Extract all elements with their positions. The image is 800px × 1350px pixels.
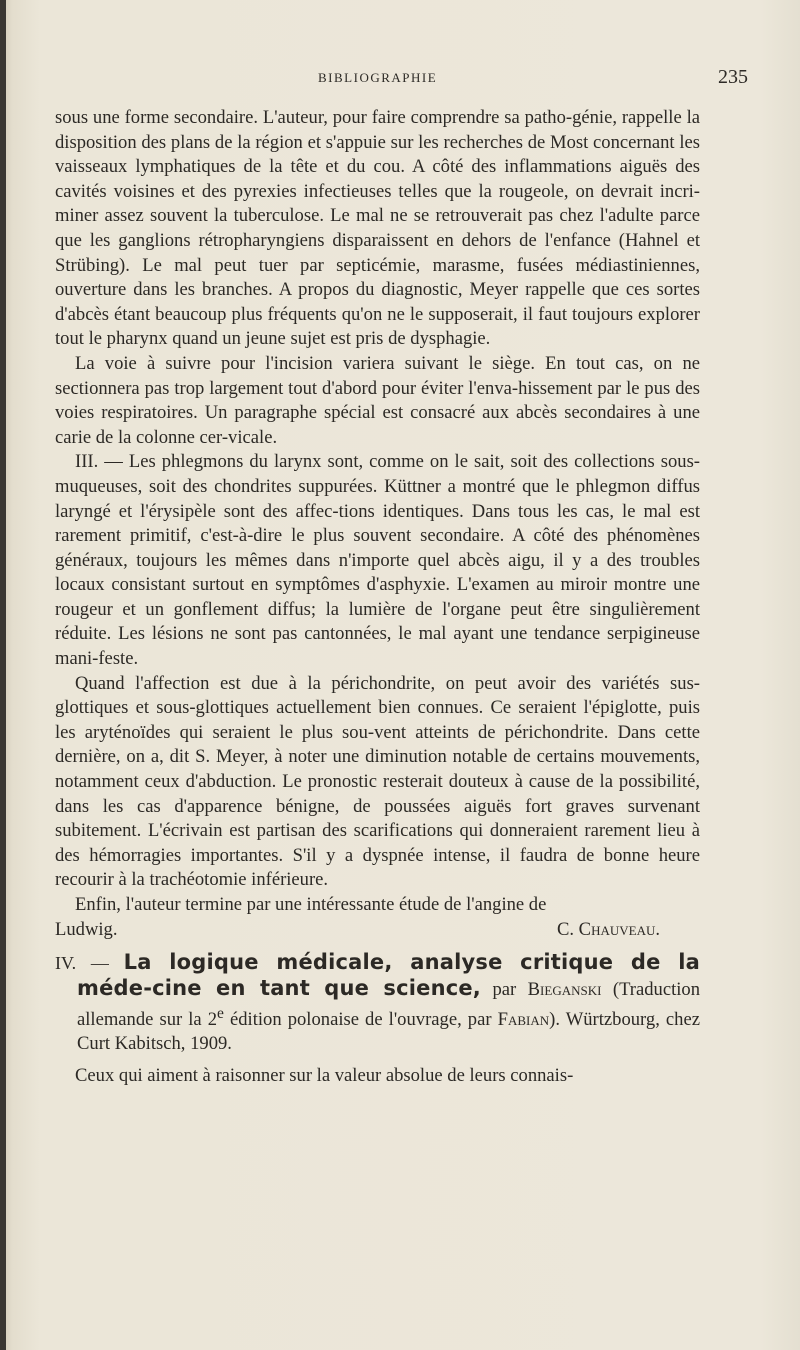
review-details-2: édition polonaise de l'ouvrage, par [223,1009,492,1031]
paragraph-5: Enfin, l'auteur termine par une intéressante étude de l'angine de [75,894,547,915]
paragraph-2: La voie à suivre pour l'incision variera suivant le siège. En tout cas, on ne sectionnera pas trop largement tout d'abord pour éviter l'enva-hissement par le pus des voies respiratoires. Un paragraphe spécial est consacré aux abcès secondaires à une carie de la colonne cer-vicale. [55,352,700,448]
edition-superscript: e [217,1005,224,1023]
reviewer-signature: C. Chauveau. [556,918,660,940]
signature-line [55,918,700,943]
page-number: 235 [718,66,748,88]
paragraph-4: Quand l'affection est due à la périchondrite, on peut avoir des variétés sus-glottiques et sous-glottiques actuellement bien connues. Ce seraient l'épiglotte, puis les aryténoïdes qui seraient le plus sou-vent atteints de périchondrite. Dans cette dernière, on a, dit S. Meyer, à noter une diminution notable de certains mouvements, notamment ceux d'abduction. Le pronostic resterait douteux à cause de la possibilité, dans les cas d'apparence bénigne, de poussées aiguës fort graves survenant subitement. L'écrivain est partisan des scarifications qui donneraient rarement lieu à des hémorragies importantes. S'il y a dyspnée intense, il faudra de bonne heure recourir à la trachéotomie inférieure. [55,672,700,891]
running-title: BIBLIOGRAPHIE [318,70,438,85]
review-numeral: IV. — [55,953,109,974]
review-details-1: (Traduction allemande sur la 2 [77,979,701,1031]
paragraph-5-end: Ludwig. [55,918,118,940]
review-translator: Fabian [497,1009,550,1031]
review-by: par [492,979,517,1001]
review-title: La logique médicale, analyse critique de la méde-cine en tant que science, [77,950,700,1001]
paragraph-6: Ceux qui aiment à raisonner sur la valeur absolue de leurs connais- [75,1065,574,1087]
review-entry [55,950,700,1056]
page-gutter-shadow [0,0,6,1350]
paragraph-3: III. — Les phlegmons du larynx sont, comme on le sait, soit des collections sous-muqueuses, soit des chondrites suppurées. Küttner a montré que le phlegmon diffus laryngé et l'érysipèle sont des affec-tions identiques. Dans tous les cas, le mal est rarement primitif, c'est-à-dire le plus souvent secondaire. A côté des phénomènes généraux, toujours les mêmes dans n'importe quel abcès aigu, il y a des troubles locaux consistant surtout en symptômes d'asphyxie. L'examen au miroir montre une rougeur et un gonflement diffus; la lumière de l'organe peut être singulièrement réduite. Les lésions ne sont pas cantonnées, le mal ayant une tendance serpigineuse mani-feste. [55,451,700,670]
running-header [0,66,800,90]
review-details-3: ). Würtzbourg, chez Curt Kabitsch, 1909. [77,1009,700,1055]
review-author: Bieganski [527,979,602,1001]
body-text [55,106,700,1089]
paragraph-1: sous une forme secondaire. L'auteur, pour faire comprendre sa patho-génie, rappelle la disposition des plans de la région et s'appuie sur les recherches de Most concernant les vaisseaux lymphatiques de la tête et du cou. A côté des inflammations aiguës des cavités voisines et des pyrexies infectieuses telles que la rougeole, on devrait incri-miner assez souvent la tuberculose. Le mal ne se retrouverait pas chez l'adulte parce que les ganglions rétropharyngiens disparaissent en dehors de l'enfance (Hahnel et Strübing). Le mal peut tuer par septicémie, marasme, fusées médiastiniennes, ouverture dans les branches. A propos du diagnostic, Meyer rappelle que ces sortes d'abcès étant beaucoup plus fréquents qu'on ne le supposerait, il faut toujours explorer tout le pharynx quand un jeune sujet est pris de dysphagie. [55,107,700,350]
